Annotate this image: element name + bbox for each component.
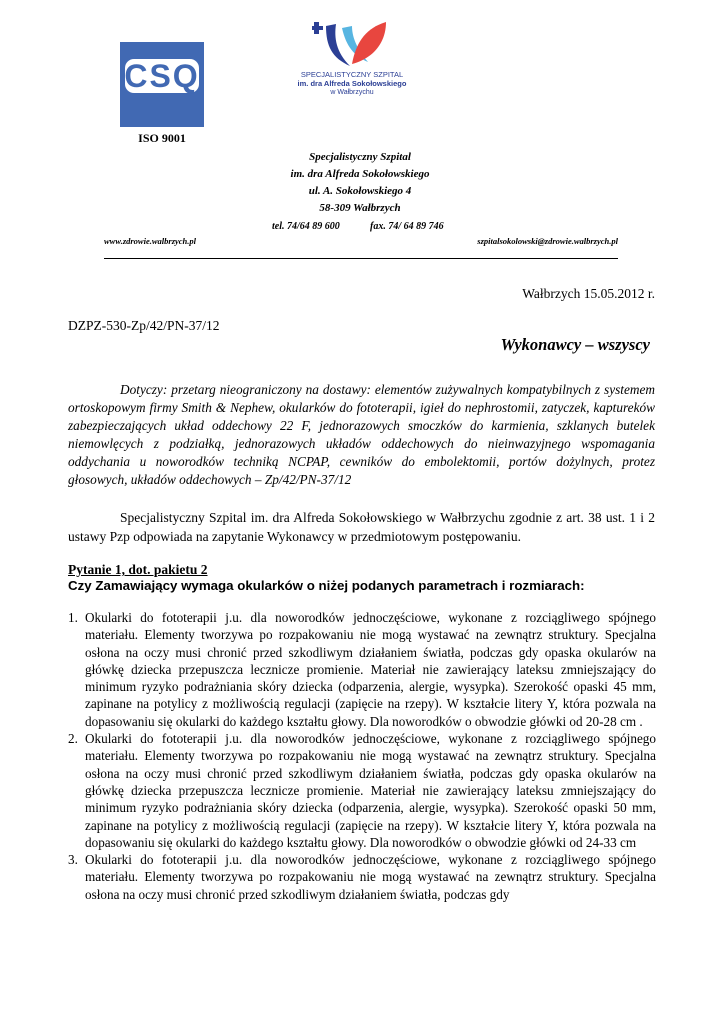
letter-date: Wałbrzych 15.05.2012 r.: [522, 286, 655, 301]
item-number: 1.: [68, 610, 78, 625]
item-text: Okularki do fototerapii j.u. dla noworodków jednoczęściowe, wykonane z rozciągliwego spójnego materiału. Elementy tworzywa po rozpakowaniu nie mogą wystawać na zewnątrz struktury. Specjalna osłona na oczy musi chronić przed szkodliwym działaniem światła, podczas gdy opaska okularów na główkę dziecka przepuszcza lecznicze promienie. Materiał nie zawierający lateksu zmniejszający do minimum ryzyko podrażniania skóry dziecka (odparzenia, alergie, wysypka). Szerokość opaski 45 mm, zapinane na potylicy z możliwością regulacji (zapięcie na rzepy). W kształcie litery Y, która pozwala na dopasowaniu się okularki do każdego kształtu głowy. Dla noworodków o obwodzie główki od 20-28 cm .: [85, 610, 656, 729]
hospital-logo-text: [282, 70, 422, 97]
list-item: [68, 730, 656, 851]
csq-logo-text: CSQ: [124, 58, 200, 94]
question-text: Czy Zamawiający wymaga okularków o niżej podanych parametrach i rozmiarach:: [68, 578, 585, 593]
addressee: Wykonawcy – wszyscy: [500, 335, 650, 354]
reference-number: DZPZ-530-Zp/42/PN-37/12: [68, 318, 220, 333]
hospital-name: Specjalistyczny Szpital: [309, 151, 411, 163]
hospital-street: ul. A. Sokołowskiego 4: [308, 185, 412, 197]
question-title: Pytanie 1, dot. pakietu 2: [68, 562, 208, 577]
website-link[interactable]: www.zdrowie.walbrzych.pl: [104, 236, 197, 246]
hospital-logo-line2: im. dra Alfreda Sokołowskiego: [297, 79, 407, 88]
letterhead-address: [230, 149, 490, 217]
header-divider: [104, 258, 618, 259]
email-link[interactable]: szpitalsokolowski@zdrowie.walbrzych.pl: [477, 236, 618, 246]
subject-paragraph: Dotyczy: przetarg nieograniczony na dostawy: elementów zużywalnych kompatybilnych z systemem ortoskopowym firmy Smith & Nephew, okularków do fototerapii, igieł do nephrostomii, zatyczek, kaptureków zabezpieczających układ oddechowy 22 F, jednorazowych smoczków do karmienia, szklanych butelek niemowlęcych z podziałką, jednorazowych układów oddechowych do nieinwazyjnego wspomagania oddychania u noworodków techniką NCPAP, cewników do embolektomii, portów dożylnych, protez głosowych, układów oddechowych – Zp/42/PN-37/12: [68, 382, 655, 487]
hospital-logo-line3: w Wałbrzychu: [330, 89, 374, 96]
hospital-logo-line1: SPECJALISTYCZNY SZPITAL: [300, 70, 404, 79]
item-number: 2.: [68, 731, 78, 747]
item-number: 3.: [68, 852, 78, 868]
telephone: tel. 74/64 89 600: [272, 221, 340, 232]
list-item: [68, 609, 656, 730]
hospital-logo-icon: [312, 18, 392, 70]
intro-paragraph: Specjalistyczny Szpital im. dra Alfreda Sokołowskiego w Wałbrzychu zgodnie z art. 38 ust. 1 i 2 ustawy Pzp odpowiada na zapytanie Wykonawcy w przedmiotowym postępowaniu.: [68, 510, 655, 544]
hospital-city: 58-309 Wałbrzych: [319, 202, 401, 214]
list-item: [68, 851, 656, 903]
item-list: [68, 609, 656, 903]
iso-label: ISO 9001: [138, 131, 186, 145]
fax: fax. 74/ 64 89 746: [370, 221, 444, 232]
item-text: Okularki do fototerapii j.u. dla noworodków jednoczęściowe, wykonane z rozciągliwego spójnego materiału. Elementy tworzywa po rozpakowaniu nie mogą wystawać na zewnątrz struktury. Specjalna osłona na oczy musi chronić przed szkodliwym działaniem światła, podczas gdy opaska okularów na główkę dziecka przepuszcza lecznicze promienie. Materiał nie zawierający lateksu zmniejszający do minimum ryzyko podrażniania skóry dziecka (odparzenia, alergie, wysypka). Szerokość opaski 50 mm, zapinane na potylicy z możliwością regulacji (zapięcie na rzepy). W kształcie litery Y, która pozwala na dopasowaniu się okularki do każdego kształtu głowy. Dla noworodków o obwodzie główki od 24-33 cm: [85, 731, 656, 850]
hospital-name-2: im. dra Alfreda Sokołowskiego: [290, 168, 430, 180]
csq-logo: [120, 42, 204, 127]
item-text: Okularki do fototerapii j.u. dla noworodków jednoczęściowe, wykonane z rozciągliwego spójnego materiału. Elementy tworzywa po rozpakowaniu nie mogą wystawać na zewnątrz struktury. Specjalna osłona na oczy musi chronić przed szkodliwym działaniem światła, podczas gdy: [85, 852, 656, 902]
